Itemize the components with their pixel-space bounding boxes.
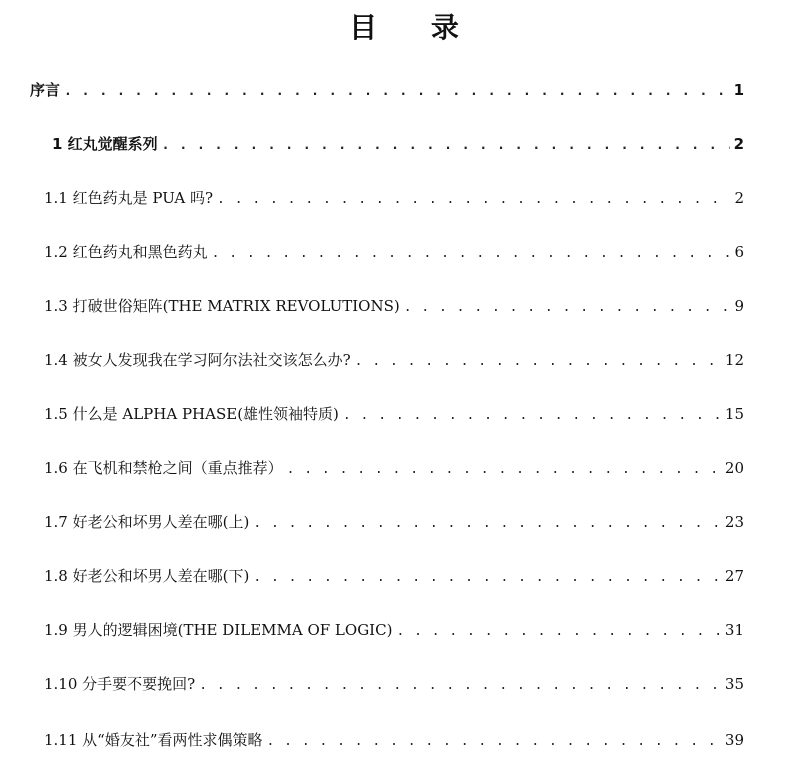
toc-entry-page: 31: [724, 621, 744, 639]
toc-entry-label: 1.1 红色药丸是 PUA 吗?: [44, 189, 214, 207]
dot-leader: [253, 512, 721, 536]
dot-leader: [199, 674, 721, 698]
toc-entry-label: 1.4 被女人发现我在学习阿尔法社交该怎么办?: [44, 351, 351, 369]
toc-entry-1-2[interactable]: [44, 240, 744, 264]
toc-entry-label: 1.9 男人的逻辑困境(THE DILEMMA OF LOGIC): [44, 621, 393, 639]
toc-entry-page: 9: [734, 297, 744, 315]
toc-entry-1-7[interactable]: [44, 510, 744, 534]
toc-entry-page: 2: [733, 135, 744, 153]
toc-entry-1-4[interactable]: [44, 348, 744, 372]
toc-entry-page: 27: [724, 567, 744, 585]
toc-entry-page: 2: [734, 189, 744, 207]
toc-entry-label: 1.10 分手要不要挽回?: [44, 675, 196, 693]
toc-entry-label: 1.11 从“婚友社”看两性求偶策略: [44, 731, 263, 749]
toc-entry-page: 20: [724, 459, 744, 477]
dot-leader: [162, 134, 730, 158]
dot-leader: [404, 296, 731, 320]
toc-entry-page: 12: [724, 351, 744, 369]
toc-entry-1-10[interactable]: [44, 672, 744, 696]
toc-entry-page: 23: [724, 513, 744, 531]
toc-entry-label: 1.3 打破世俗矩阵(THE MATRIX REVOLUTIONS): [44, 297, 400, 315]
toc-entry-1-3[interactable]: [44, 294, 744, 318]
toc-entry-1-9[interactable]: [44, 618, 744, 642]
toc-entry-page: 15: [724, 405, 744, 423]
toc-entry-label: 1.2 红色药丸和黑色药丸: [44, 243, 208, 261]
toc-entry-page: 1: [733, 81, 744, 99]
dot-leader: [287, 458, 721, 482]
dot-leader: [355, 350, 721, 374]
toc-entry-1-6[interactable]: [44, 456, 744, 480]
page-title: 目 录: [349, 11, 481, 44]
toc-entry-page: 35: [724, 675, 744, 693]
toc-entry-label: 序言: [30, 81, 61, 99]
dot-leader: [212, 242, 731, 266]
toc-entry-label: 1.8 好老公和坏男人差在哪(下): [44, 567, 250, 585]
dot-leader: [396, 620, 720, 644]
toc-entry-1-1[interactable]: [44, 186, 744, 210]
dot-leader: [253, 566, 721, 590]
dot-leader: [64, 80, 730, 104]
toc-entry-1-5[interactable]: [44, 402, 744, 426]
toc-entry-page: 39: [724, 731, 744, 749]
toc-entry-label: 1.5 什么是 ALPHA PHASE(雄性领袖特质): [44, 405, 339, 423]
toc-entry-1-11[interactable]: [44, 728, 744, 752]
dot-leader: [267, 730, 721, 754]
dot-leader: [217, 188, 730, 212]
toc-entry-page: 6: [734, 243, 744, 261]
toc-entry-chapter-1[interactable]: [52, 132, 744, 156]
dot-leader: [343, 404, 721, 428]
toc-entry-1-8[interactable]: [44, 564, 744, 588]
toc-entry-label: 1.7 好老公和坏男人差在哪(上): [44, 513, 250, 531]
toc-entry-label: 1.6 在飞机和禁枪之间（重点推荐）: [44, 459, 283, 477]
toc-entry-label: 1 红丸觉醒系列: [52, 135, 158, 153]
toc-entry-preface[interactable]: [30, 78, 744, 102]
